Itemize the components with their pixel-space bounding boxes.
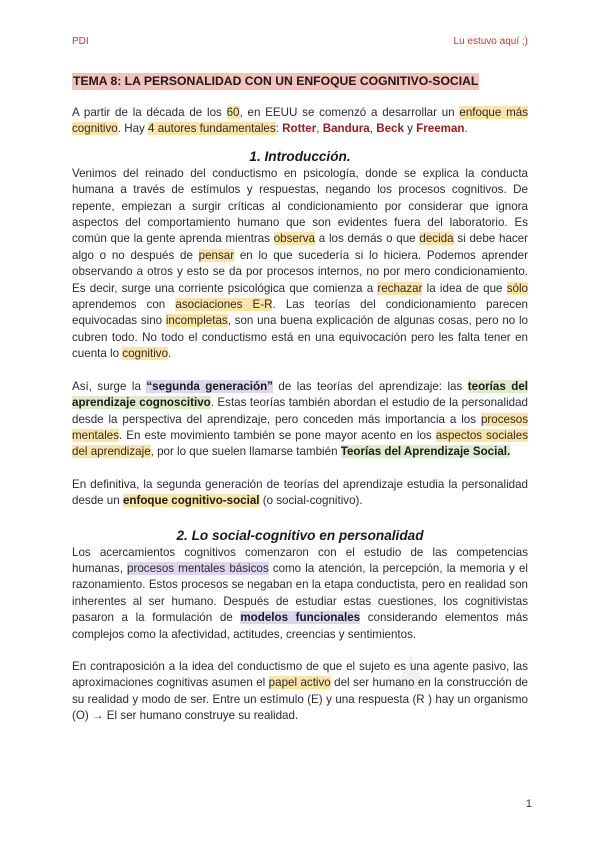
- highlight: enfoque cognitivo-social: [122, 494, 260, 508]
- highlight: asociaciones E-R: [175, 298, 273, 312]
- paragraph: Los acercamientos cognitivos comenzaron con el estudio de las competencias humanas, procesos mentales básicos como la atención, la percepción, la memoria y el razonamiento. Estos procesos se negaban en la etapa conductista, pero en realidad son inherentes al ser humano. Después de estudiar estas cuestiones, los cognitivistas pasaron a la formulación de modelos funcionales considerando elementos más complejos como la afectividad, actitudes, creencias y sentimientos.: [72, 545, 528, 641]
- header-left-text: PDI: [72, 36, 89, 47]
- author-name: Bandura: [322, 122, 370, 136]
- author-name: Beck: [376, 122, 404, 136]
- highlight: cognitivo: [122, 347, 169, 361]
- author-name: Rotter: [282, 122, 317, 136]
- highlight: procesos mentales: [72, 412, 528, 442]
- paragraph: En contraposición a la idea del conductismo de que el sujeto es una agente pasivo, las aproximaciones cognitivas asumen el papel activo del ser humano en la construcción de su realidad y modo de ser. Entre un estímulo (E) y una respuesta (R ) hay un organismo (O) → El ser humano construye su realidad.: [72, 659, 529, 723]
- highlight: sólo: [506, 281, 528, 295]
- page-header: [72, 36, 528, 50]
- highlight: “segunda generación”: [146, 379, 273, 393]
- highlight: papel activo: [268, 676, 331, 690]
- page-number: 1: [525, 798, 532, 810]
- highlight: 60: [226, 106, 240, 119]
- document-title: TEMA 8: LA PERSONALIDAD CON UN ENFOQUE COGNITIVO-SOCIAL: [73, 74, 479, 88]
- paragraph: En definitiva, la segunda generación de teorías del aprendizaje estudia la personalidad desde un enfoque cognitivo-social (o social-cognitivo).: [72, 477, 528, 508]
- header-right-text: Lu estuvo aquí ;): [453, 36, 528, 47]
- highlight: rechazar: [377, 281, 423, 295]
- paragraph: Así, surge la “segunda generación” de las teorías del aprendizaje: las teorías del aprendizaje cognoscitivo. Estas teorías también abordan el estudio de la personalidad desde la perspectiva del aprendizaje, pero conceden más importancia a los procesos mentales. En este movimiento también se pone mayor acento en los aspectos sociales del aprendizaje, por lo que suelen llamarse también Teorías del Aprendizaje Social.: [72, 379, 528, 459]
- highlight: 4 autores fundamentales: [148, 122, 276, 136]
- highlight: modelos funcionales: [240, 611, 361, 625]
- intro-paragraph: A partir de la década de los 60, en EEUU se comenzó a desarrollar un enfoque más cognitivo. Hay 4 autores fundamentales: Rotter, Bandura, Beck y Freeman.: [72, 106, 528, 136]
- section-heading-introduccion: 1. Introducción.: [249, 148, 351, 164]
- author-name: Freeman: [416, 122, 465, 136]
- highlight: decida: [419, 232, 454, 246]
- highlight: enfoque más cognitivo: [72, 106, 528, 136]
- highlight: teorías del aprendizaje cognoscitivo: [72, 379, 528, 410]
- highlight: incompletas: [165, 314, 228, 328]
- highlight: procesos mentales básicos: [127, 561, 269, 575]
- section-heading-social-cognitivo: 2. Lo social-cognitivo en personalidad: [176, 527, 424, 543]
- highlight: Teorías del Aprendizaje Social.: [340, 445, 511, 459]
- highlight: pensar: [198, 248, 235, 262]
- highlight: observa: [273, 232, 315, 246]
- paragraph: Venimos del reinado del conductismo en psicología, donde se explica la conducta humana a través de estímulos y respuestas, negando los procesos cognitivos. De repente, empiezan a surgir críticas al condicionamiento por considerar que ignora aspectos del comportamiento humano que son evidentes fuera del laboratorio. Es común que la gente aprenda mientras observa a los demás o que decida si debe hacer algo o no después de pensar en lo que sucedería si lo hiciera. Podemos aprender observando a otros y esto se da por procesos internos, no por mero condicionamiento. Es decir, surge una corriente psicológica que comienza a rechazar la idea de que sólo aprendemos con asociaciones E-R. Las teorías del condicionamiento parecen equivocadas sino incompletas, son una buena explicación de algunas cosas, pero no lo cubren todo. No todo el conductismo está en una equivocación pero les falta tener en cuenta lo cognitivo.: [72, 166, 528, 361]
- document-body: [72, 74, 528, 725]
- highlight: aspectos sociales del aprendizaje: [72, 428, 528, 459]
